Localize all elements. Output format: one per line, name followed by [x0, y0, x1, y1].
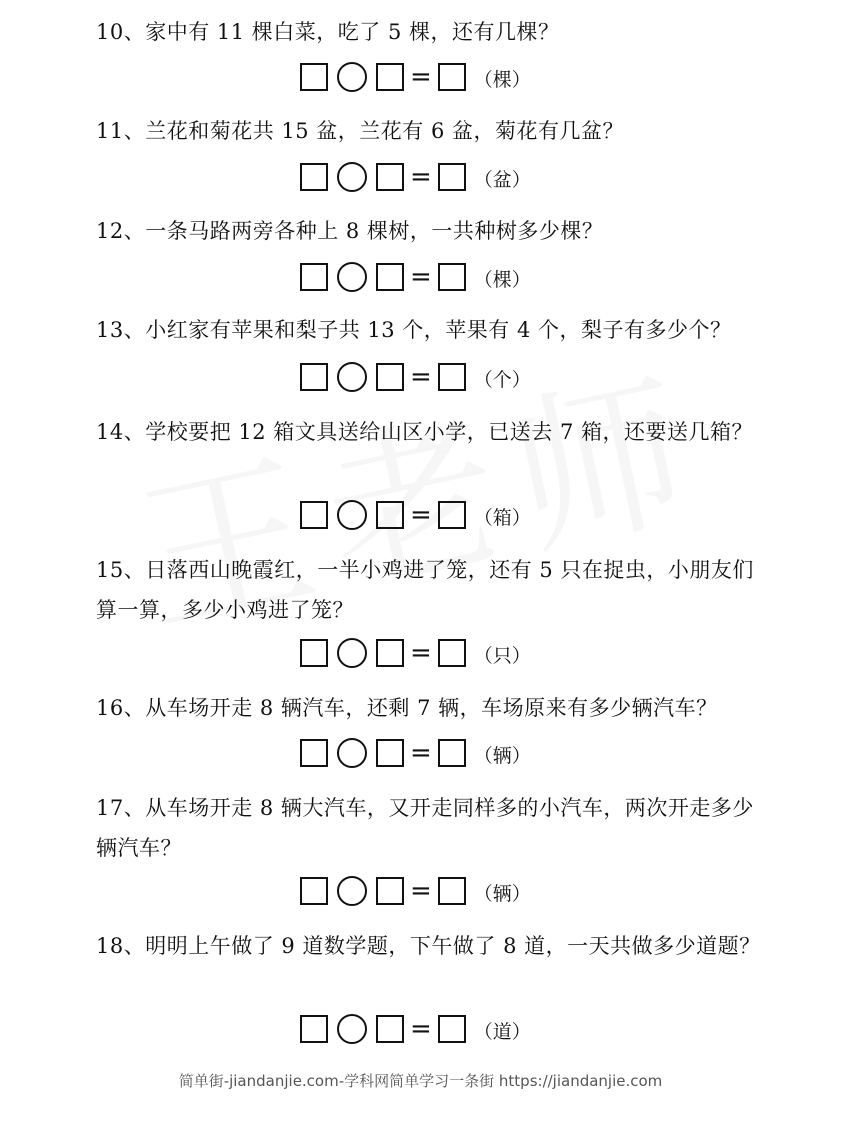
answer-box[interactable]: [376, 639, 404, 667]
answer-box[interactable]: [376, 1015, 404, 1043]
problem-15-equation: [300, 636, 531, 670]
operator-circle[interactable]: [337, 362, 367, 392]
problem-17-text: 17、从车场开走 8 辆大汽车，又开走同样多的小汽车，两次开走多少辆汽车？: [96, 796, 754, 860]
answer-box[interactable]: [300, 363, 328, 391]
problem-10-text: 10、家中有 11 棵白菜，吃了 5 棵，还有几棵？: [96, 20, 560, 44]
result-box[interactable]: [438, 639, 466, 667]
operator-circle[interactable]: [337, 500, 367, 530]
problem-12-equation: [300, 260, 531, 294]
unit-label: （只）: [473, 645, 531, 667]
unit-label: （个）: [473, 369, 531, 391]
problem-11-text: 11、兰花和菊花共 15 盆，兰花有 6 盆，菊花有几盆？: [96, 119, 625, 143]
result-box[interactable]: [438, 263, 466, 291]
problem-17-equation: [300, 874, 531, 908]
unit-label: （箱）: [473, 507, 531, 529]
problem-14-text: 14、学校要把 12 箱文具送给山区小学，已送去 7 箱，还要送几箱？: [96, 420, 754, 444]
answer-box[interactable]: [376, 63, 404, 91]
result-box[interactable]: [438, 501, 466, 529]
equals-sign: =: [410, 500, 432, 530]
problem-15-text: 15、日落西山晚霞红，一半小鸡进了笼，还有 5 只在捉虫，小朋友们算一算，多少小鸡进了笼？: [96, 558, 754, 622]
result-box[interactable]: [438, 1015, 466, 1043]
footer-source: 简单街-jiandanjie.com-学科网简单学习一条街 https://jiandanjie.com: [178, 1072, 663, 1090]
equals-sign: =: [410, 1014, 432, 1044]
unit-label: （辆）: [473, 745, 531, 767]
answer-box[interactable]: [300, 501, 328, 529]
answer-box[interactable]: [300, 163, 328, 191]
answer-box[interactable]: [300, 63, 328, 91]
operator-circle[interactable]: [337, 62, 367, 92]
answer-box[interactable]: [376, 877, 404, 905]
unit-label: （盆）: [473, 169, 531, 191]
equals-sign: =: [410, 638, 432, 668]
unit-label: （棵）: [473, 69, 531, 91]
problem-16-text: 16、从车场开走 8 辆汽车，还剩 7 辆，车场原来有多少辆汽车？: [96, 696, 718, 720]
result-box[interactable]: [438, 163, 466, 191]
problem-14-equation: [300, 498, 531, 532]
answer-box[interactable]: [300, 263, 328, 291]
problem-12-text: 12、一条马路两旁各种上 8 棵树，一共种树多少棵？: [96, 219, 604, 243]
equals-sign: =: [410, 362, 432, 392]
answer-box[interactable]: [376, 363, 404, 391]
unit-label: （道）: [473, 1021, 531, 1043]
result-box[interactable]: [438, 877, 466, 905]
result-box[interactable]: [438, 63, 466, 91]
operator-circle[interactable]: [337, 262, 367, 292]
operator-circle[interactable]: [337, 638, 367, 668]
answer-box[interactable]: [300, 739, 328, 767]
problem-11-equation: [300, 160, 531, 194]
equals-sign: =: [410, 162, 432, 192]
problem-18-equation: [300, 1012, 531, 1046]
problem-13-text: 13、小红家有苹果和梨子共 13 个，苹果有 4 个，梨子有多少个？: [96, 318, 732, 342]
operator-circle[interactable]: [337, 1014, 367, 1044]
equals-sign: =: [410, 62, 432, 92]
answer-box[interactable]: [300, 639, 328, 667]
problem-13-equation: [300, 360, 531, 394]
equals-sign: =: [410, 738, 432, 768]
unit-label: （辆）: [473, 883, 531, 905]
operator-circle[interactable]: [337, 876, 367, 906]
equals-sign: =: [410, 262, 432, 292]
problem-18-text: 18、明明上午做了 9 道数学题，下午做了 8 道，一天共做多少道题？: [96, 934, 761, 958]
problem-16-equation: [300, 736, 531, 770]
unit-label: （棵）: [473, 269, 531, 291]
result-box[interactable]: [438, 739, 466, 767]
operator-circle[interactable]: [337, 162, 367, 192]
answer-box[interactable]: [376, 263, 404, 291]
answer-box[interactable]: [376, 163, 404, 191]
answer-box[interactable]: [300, 1015, 328, 1043]
problem-10-equation: [300, 60, 531, 94]
answer-box[interactable]: [376, 739, 404, 767]
result-box[interactable]: [438, 363, 466, 391]
equals-sign: =: [410, 876, 432, 906]
answer-box[interactable]: [300, 877, 328, 905]
operator-circle[interactable]: [337, 738, 367, 768]
answer-box[interactable]: [376, 501, 404, 529]
